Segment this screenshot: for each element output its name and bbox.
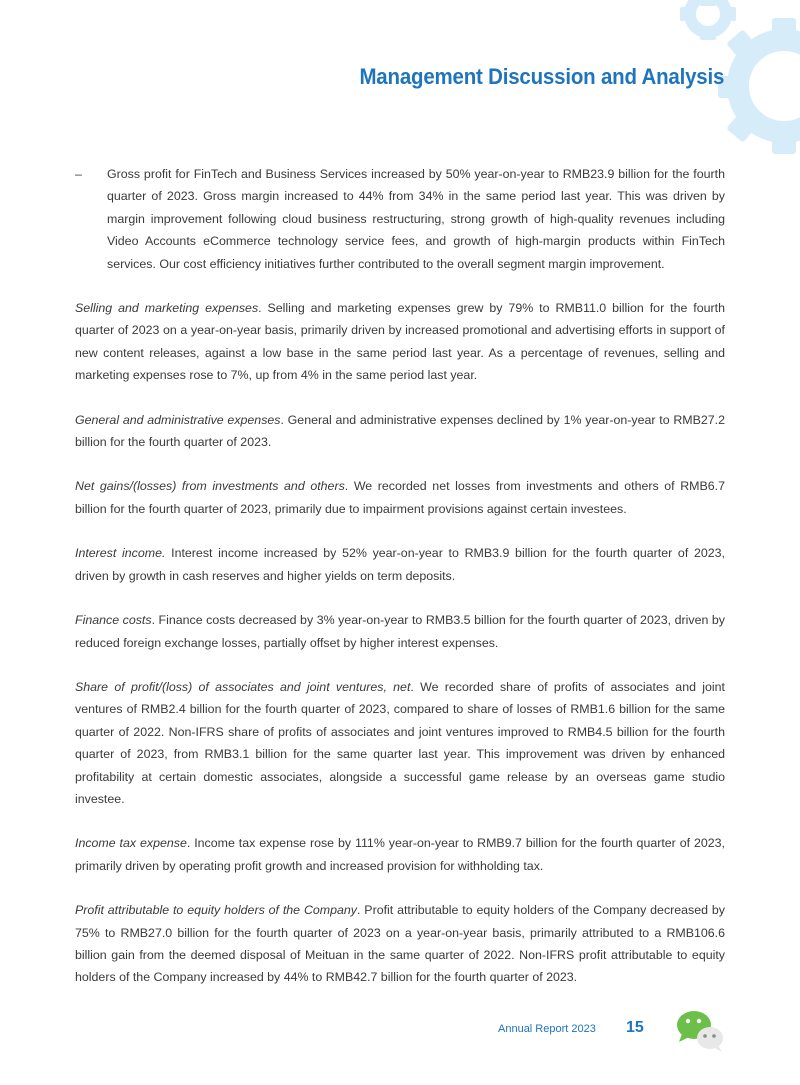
paragraph-heading: Share of profit/(loss) of associates and joint ventures, net: [75, 679, 411, 694]
paragraph-text: . Income tax expense rose by 111% year-on-year to RMB9.7 billion for the fourth quarter of 2023, primarily driven by operating profit growth and increased provision for withholding tax.: [75, 836, 725, 873]
body-content: [75, 163, 725, 1011]
page-number: 15: [626, 1019, 644, 1036]
paragraph-income-tax: [75, 832, 725, 877]
paragraph-heading: Profit attributable to equity holders of the Company: [75, 903, 357, 918]
page-title: Management Discussion and Analysis: [359, 64, 724, 89]
paragraph-heading: Net gains/(losses) from investments and others: [75, 479, 345, 494]
footer-report-label: Annual Report 2023: [498, 1023, 596, 1035]
paragraph-text: . We recorded net losses from investments and others of RMB6.7 billion for the fourth quarter of 2023, primarily due to impairment provisions against certain investees.: [75, 479, 725, 516]
paragraph-heading: General and administrative expenses: [75, 412, 281, 427]
paragraph-text: . General and administrative expenses declined by 1% year-on-year to RMB27.2 billion for the fourth quarter of 2023.: [75, 412, 726, 450]
chat-bubbles-icon: [674, 1008, 726, 1054]
paragraph-profit-attributable: [75, 899, 725, 989]
paragraph-finance-costs: [75, 609, 725, 654]
bullet-dash: –: [75, 167, 82, 181]
paragraph-text: Interest income increased by 52% year-on-year to RMB3.9 billion for the fourth quarter of 2023, driven by growth in cash reserves and higher yields on term deposits.: [75, 546, 725, 583]
paragraph-text: . Finance costs decreased by 3% year-on-year to RMB3.5 billion for the fourth quarter of 2023, driven by reduced foreign exchange losses, partially offset by higher interest expenses.: [75, 613, 725, 650]
paragraph-heading: Income tax expense: [75, 836, 187, 851]
paragraph-share-of-profit: [75, 676, 725, 810]
paragraph-selling-marketing: [75, 297, 725, 387]
paragraph-net-gains: [75, 475, 725, 520]
paragraph-interest-income: [75, 542, 725, 587]
bullet-text: Gross profit for FinTech and Business Services increased by 50% year-on-year to RMB23.9 billion for the fourth quarter of 2023. Gross margin increased to 44% from 34% in the same period last year. This was driven by margin improvement following cloud business restructuring, strong growth of high-quality revenues including Video Accounts eCommerce technology service fees, and growth of high-margin products within FinTech services. Our cost efficiency initiatives further contributed to the overall segment margin improvement.: [107, 167, 725, 271]
paragraph-text: . Selling and marketing expenses grew by 79% to RMB11.0 billion for the fourth quarter of 2023 on a year-on-year basis, primarily driven by increased promotional and advertising efforts in support of new content releases, against a low base in the same period last year. As a percentage of revenues, selling and marketing expenses rose to 7%, up from 4% in the same period last year.: [75, 301, 725, 383]
paragraph-general-admin: [75, 409, 725, 454]
paragraph-heading: Interest income.: [75, 546, 166, 561]
paragraph-text: . We recorded share of profits of associates and joint ventures of RMB2.4 billion for the fourth quarter of 2023, compared to share of losses of RMB1.6 billion for the same quarter of 2022. Non-IFRS share of profits of associates and joint ventures improved to RMB4.5 billion for the fourth quarter of 2023, from RMB3.1 billion for the same quarter last year. This improvement was driven by enhanced profitability at certain domestic associates, alongside a successful game release by an overseas game studio investee.: [75, 679, 725, 806]
paragraph-heading: Selling and marketing expenses: [75, 301, 259, 316]
bullet-item: [75, 163, 725, 275]
paragraph-text: . Profit attributable to equity holders of the Company decreased by 75% to RMB27.0 billion for the fourth quarter of 2023 on a year-on-year basis, primarily attributed to a RMB106.6 billion gain from the deemed disposal of Meituan in the same quarter of 2022. Non-IFRS profit attributable to equity holders of the Company increased by 44% to RMB42.7 billion for the fourth quarter of 2023.: [75, 903, 725, 985]
paragraph-heading: Finance costs: [75, 613, 152, 628]
